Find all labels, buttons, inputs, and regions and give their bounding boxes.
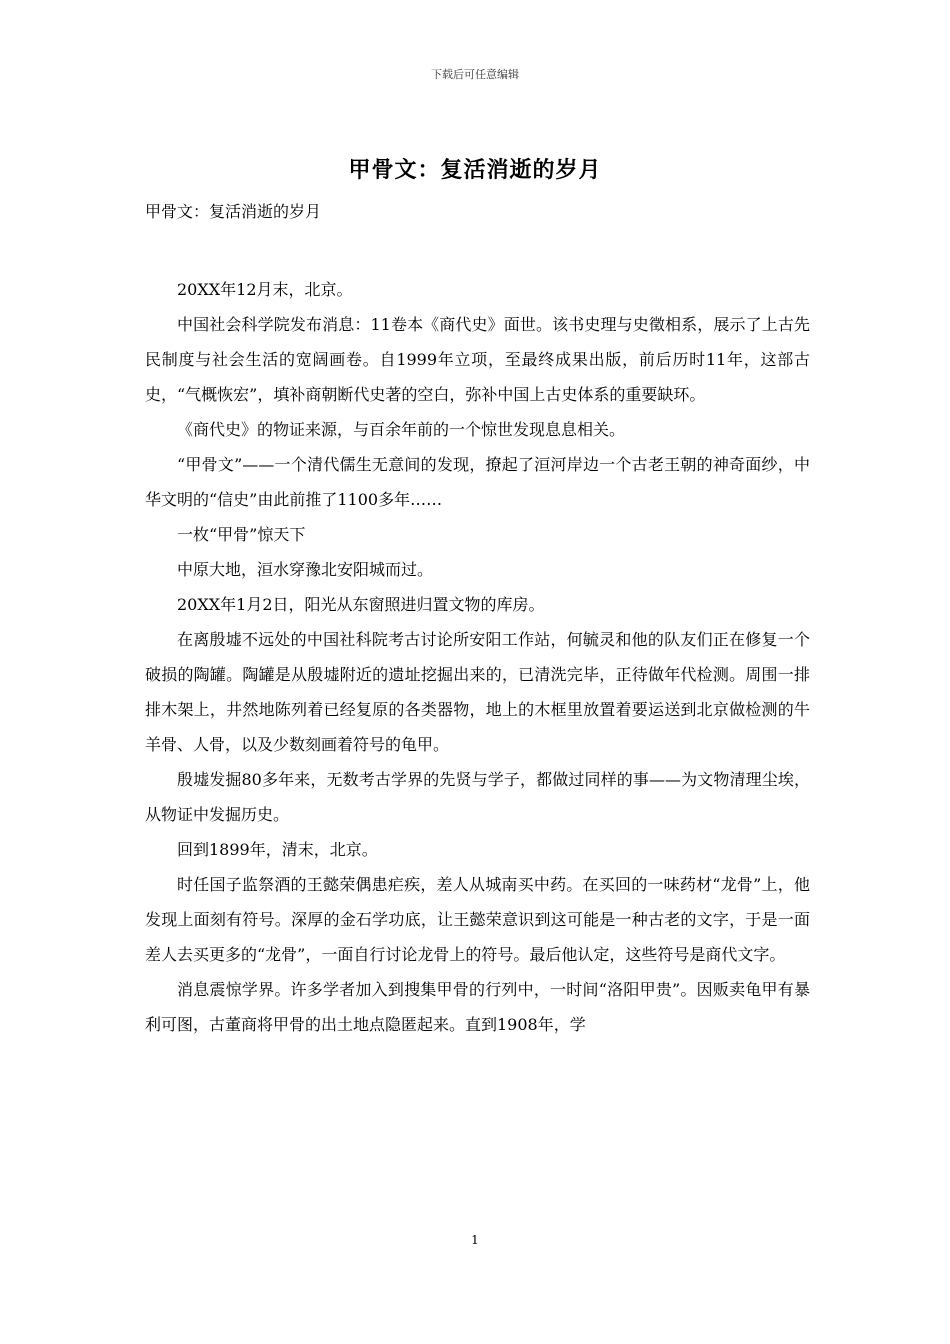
paragraph: 中国社会科学院发布消息：11卷本《商代史》面世。该书史理与史徵相系，展示了上古先民制度与社会生活的宽阔画卷。自1999年立项，至最终成果出版，前后历时11年，这部古史，“气概恢宏”，填补商朝断代史著的空白，弥补中国上古史体系的重要缺环。 xyxy=(145,315,810,404)
paragraph: 消息震惊学界。许多学者加入到搜集甲骨的行列中，一时间“洛阳甲贵”。因贩卖龟甲有暴利可图，古董商将甲骨的出土地点隐匿起来。直到1908年，学 xyxy=(145,980,810,1034)
page-number: 1 xyxy=(471,1233,479,1247)
section-heading: 一枚“甲骨”惊天下 xyxy=(177,525,306,544)
paragraph: 20XX年12月末，北京。 xyxy=(177,280,353,299)
paragraph: “甲骨文”——一个清代儒生无意间的发现，撩起了洹河岸边一个古老王朝的神奇面纱，中华文明的“信史”由此前推了1100多年…… xyxy=(145,455,810,509)
paragraph: 回到1899年，清末，北京。 xyxy=(177,840,378,859)
document-subtitle: 甲骨文：复活消逝的岁月 xyxy=(145,202,322,221)
paragraph: 殷墟发掘80多年来，无数考古学界的先贤与学子，都做过同样的事——为文物清理尘埃，从物证中发掘历史。 xyxy=(145,770,810,824)
paragraph: 时任国子监祭酒的王懿荣偶患疟疾，差人从城南买中药。在买回的一味药材“龙骨”上，他发现上面刻有符号。深厚的金石学功底，让王懿荣意识到这可能是一种古老的文字，于是一面差人去买更多的“龙骨”，一面自行讨论龙骨上的符号。最后他认定，这些符号是商代文字。 xyxy=(145,875,810,964)
paragraph: 《商代史》的物证来源，与百余年前的一个惊世发现息息相关。 xyxy=(177,420,626,439)
paragraph: 在离殷墟不远处的中国社科院考古讨论所安阳工作站，何毓灵和他的队友们正在修复一个破损的陶罐。陶罐是从殷墟附近的遗址挖掘出来的，已清洗完毕，正待做年代检测。周围一排排木架上，井然地陈列着已经复原的各类器物，地上的木框里放置着要运送到北京做检测的牛羊骨、人骨，以及少数刻画着符号的龟甲。 xyxy=(145,630,810,754)
page-header-note: 下载后可任意编辑 xyxy=(431,68,519,81)
paragraph: 中原大地，洹水穿豫北安阳城而过。 xyxy=(177,560,434,579)
document-body xyxy=(145,272,810,1042)
document-title: 甲骨文：复活消逝的岁月 xyxy=(348,157,602,183)
paragraph: 20XX年1月2日，阳光从东窗照进归置文物的库房。 xyxy=(177,595,545,614)
